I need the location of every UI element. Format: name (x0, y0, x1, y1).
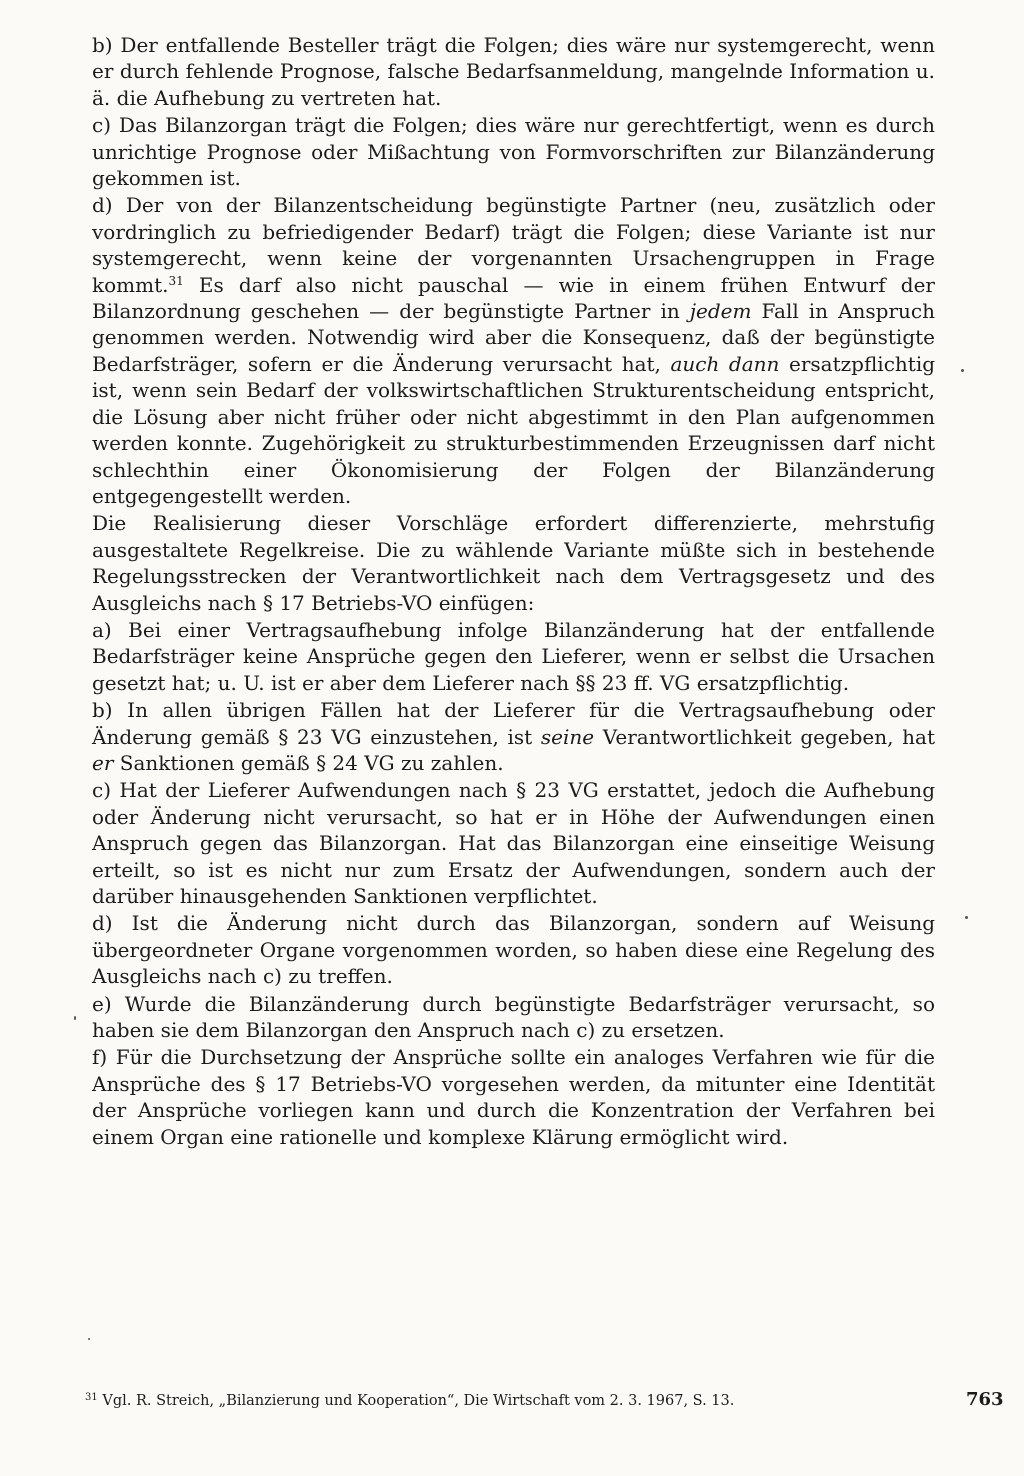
text-segment: d) Der von der Bilanzentscheidung begünstigte Partner (neu, zusätzlich oder vordringlich zu befriedigender Bedarf) trägt die Folgen; diese Variante ist nur systemgerecht, wenn keine der vorgenannten Ursachengruppen in Frage kommt. (92, 193, 935, 297)
paragraph-d2 (92, 910, 935, 989)
emphasis-text: er (92, 750, 114, 775)
document-body (92, 32, 935, 1150)
scan-speck (961, 369, 964, 372)
paragraph-a2 (92, 617, 935, 696)
paragraph-b1 (92, 32, 935, 111)
paragraph-intro (92, 510, 935, 616)
scan-speck (965, 916, 968, 919)
footnote (85, 1391, 734, 1411)
paragraph-d1 (92, 192, 935, 509)
footnote-marker: 31 (85, 1392, 98, 1403)
text-segment: c) Das Bilanzorgan trägt die Folgen; dies wäre nur gerechtfertigt, wenn es durch unrichtige Prognose oder Mißachtung von Formvorschriften zur Bilanzänderung gekommen ist. (92, 113, 935, 191)
page-number: 763 (966, 1389, 1004, 1410)
paragraph-c2 (92, 777, 935, 909)
emphasis-text: auch dann (670, 351, 780, 376)
footnote-text: Vgl. R. Streich, „Bilanzierung und Kooperation“, Die Wirtschaft vom 2. 3. 1967, S. 13. (97, 1393, 735, 1409)
text-segment: b) Der entfallende Besteller trägt die Folgen; dies wäre nur systemgerecht, wenn er durch fehlende Prognose, falsche Bedarfsanmeldung, mangelnde Information u. ä. die Aufhebung zu vertreten hat. (92, 33, 935, 110)
text-segment: Verantwortlichkeit gegeben, hat (594, 724, 935, 749)
emphasis-text: seine (540, 724, 595, 749)
text-segment: ersatzpflichtig ist, wenn sein Bedarf der volkswirtschaftlichen Strukturentscheidung entspricht, die Lösung aber nicht früher oder nicht abgestimmt in den Plan aufgenommen werden konnte. Zugehörigkeit zu strukturbestimmenden Erzeugnissen darf nicht schlechthin einer Ökonomisierung der Folgen der Bilanzänderung entgegengestellt werden. (92, 351, 936, 508)
paragraph-b2 (92, 697, 935, 776)
text-segment: Es darf also nicht pauschal — wie in einem frühen Entwurf der Bilanzordnung geschehen — der begünstigte Partner in (92, 272, 935, 324)
paragraph-f2 (92, 1044, 935, 1150)
text-segment: c) Hat der Lieferer Aufwendungen nach § 23 VG erstattet, jedoch die Aufhebung oder Änderung nicht verursacht, so hat er in Höhe der Aufwendungen einen Anspruch gegen das Bilanzorgan. Hat das Bilanzorgan eine einseitige Weisung erteilt, so ist es nicht nur zum Ersatz der Aufwendungen, sondern auch der darüber hinausgehenden Sanktionen verpflichtet. (92, 778, 935, 908)
text-segment: b) In allen übrigen Fällen hat der Lieferer für die Vertragsaufhebung oder Änderung gemäß § 23 VG einzustehen, ist (92, 698, 935, 749)
text-segment: f) Für die Durchsetzung der Ansprüche sollte ein analoges Verfahren wie für die Ansprüche des § 17 Betriebs-VO vorgesehen werden, da mitunter eine Identität der Ansprüche vorliegen kann und durch die Konzentration der Verfahren bei einem Organ eine rationelle und komplexe Klärung ermöglicht wird. (92, 1045, 935, 1149)
footnote-reference: 31 (168, 273, 184, 288)
emphasis-text: jedem (689, 299, 752, 324)
text-segment: Sanktionen gemäß § 24 VG zu zahlen. (113, 750, 504, 775)
scan-speck (88, 1338, 90, 1340)
paragraph-e2 (92, 991, 935, 1044)
text-segment: Fall in Anspruch genommen werden. Notwendig wird aber die Konsequenz, daß der begünstigte Bedarfsträger, sofern er die Änderung verursacht hat, (92, 299, 936, 376)
text-segment: e) Wurde die Bilanzänderung durch begünstigte Bedarfsträger verursacht, so haben sie dem Bilanzorgan den Anspruch nach c) zu ersetzen. (92, 991, 935, 1043)
text-segment: a) Bei einer Vertragsaufhebung infolge Bilanzänderung hat der entfallende Bedarfsträger keine Ansprüche gegen den Lieferer, wenn er selbst die Ursachen gesetzt hat; u. U. ist er aber dem Lieferer nach §§ 23 ff. VG ersatzpflichtig. (92, 617, 935, 695)
paragraph-c1 (92, 112, 935, 191)
text-segment: d) Ist die Änderung nicht durch das Bilanzorgan, sondern auf Weisung übergeordneter Organe vorgenommen worden, so haben diese eine Regelung des Ausgleichs nach c) zu treffen. (92, 911, 935, 989)
text-segment: Die Realisierung dieser Vorschläge erfordert differenzierte, mehrstufig ausgestaltete Regelkreise. Die zu wählende Variante müßte sich in bestehende Regelungsstrecken der Verantwortlichkeit nach dem Vertragsgesetz und des Ausgleichs nach § 17 Betriebs-VO einfügen: (92, 511, 935, 615)
scan-speck (74, 1016, 76, 1020)
